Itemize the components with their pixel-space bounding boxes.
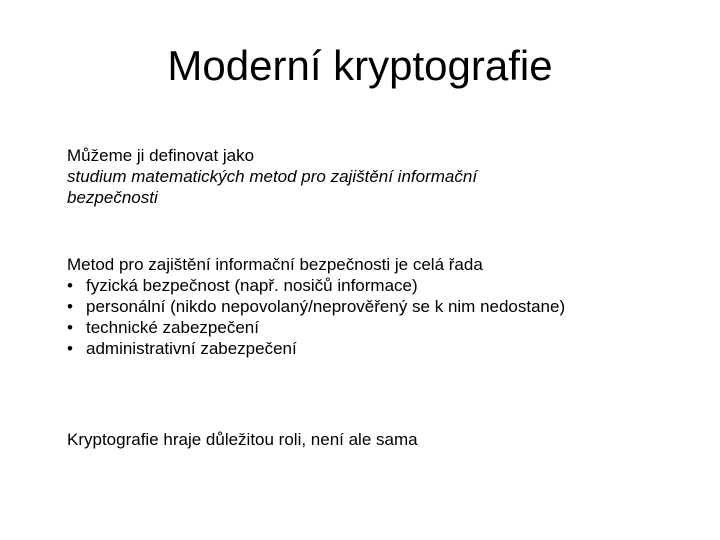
definition-intro: Můžeme ji definovat jako [67, 146, 255, 165]
bullet-icon: • [67, 297, 73, 316]
list-item [67, 338, 687, 359]
list-item [67, 317, 687, 338]
list-item-text: personální (nikdo nepovolaný/neprověřený se k nim nedostane) [86, 297, 566, 316]
bullet-icon: • [67, 276, 73, 295]
slide-title: Moderní kryptografie [167, 42, 553, 89]
methods-block [67, 254, 687, 359]
definition-emphasis-line-2: bezpečnosti [67, 188, 158, 207]
bullet-icon: • [67, 339, 73, 358]
methods-list [67, 275, 687, 359]
definition-emphasis-line-1: studium matematických metod pro zajištění informační [67, 167, 478, 186]
list-item-text: technické zabezpečení [86, 318, 259, 337]
methods-heading: Metod pro zajištění informační bezpečnosti je celá řada [67, 255, 483, 274]
list-item-text: administrativní zabezpečení [86, 339, 297, 358]
closing-statement: Kryptografie hraje důležitou roli, není ale sama [67, 430, 418, 449]
list-item [67, 296, 687, 317]
list-item-text: fyzická bezpečnost (např. nosičů informace) [86, 276, 418, 295]
definition-block [67, 145, 687, 208]
bullet-icon: • [67, 318, 73, 337]
list-item [67, 275, 687, 296]
